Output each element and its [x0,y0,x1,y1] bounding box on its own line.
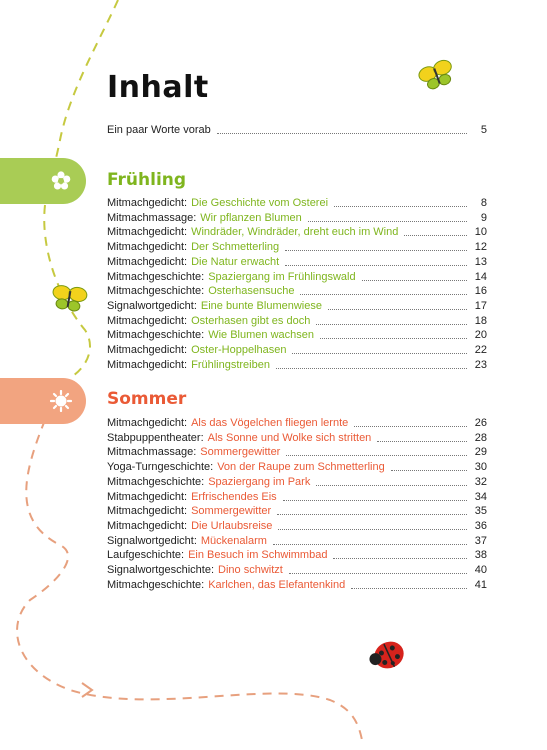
butterfly-icon [50,283,88,313]
toc-row[interactable] [107,548,487,562]
page-number: 14 [474,270,487,283]
toc-row[interactable] [107,504,487,518]
toc-entry-type: Mitmachgeschichte: [107,270,205,283]
page-number: 37 [474,534,487,547]
dotted-leader [278,529,467,530]
page-number: 10 [474,226,487,239]
dotted-leader [354,426,467,427]
toc-entry-title: Dino schwitzt [218,564,283,576]
toc-row[interactable] [107,358,487,372]
page-title: Inhalt [107,70,209,105]
toc-row[interactable] [107,240,487,254]
toc-entry-title: Karlchen, das Elefantenkind [208,578,346,591]
toc-row[interactable] [107,445,487,459]
toc-entry-title: Sommergewitter [191,505,272,518]
toc-entry-type: Signalwortgedicht: [107,299,197,312]
toc-entry-title: Windräder, Windräder, dreht euch im Wind [191,226,399,239]
page-number: 16 [474,285,487,298]
dotted-leader [333,558,467,559]
dotted-leader [276,368,467,369]
page-number: 34 [474,490,487,503]
page-number: 32 [474,475,487,488]
toc-entry-title: Frühlingstreiben [191,358,270,371]
page-number: 9 [480,211,487,224]
dotted-leader [362,280,467,281]
dotted-leader [289,573,467,574]
dotted-leader [217,133,467,134]
toc-entry-title: Die Geschichte vom Osterei [191,197,329,209]
toc-row[interactable] [107,460,487,474]
dotted-leader [283,500,467,501]
page-number: 22 [474,344,487,356]
page-number: 12 [474,241,487,254]
flower-icon [50,170,72,192]
dotted-leader [320,338,467,339]
toc-entry-type: Stabpuppentheater: [107,431,204,444]
dotted-leader [286,455,467,456]
page-number: 29 [474,446,487,459]
toc-row[interactable] [107,211,487,225]
dotted-leader [377,441,467,442]
toc-entry-title: Von der Raupe zum Schmetterling [217,461,385,474]
toc-entry-type: Mitmachgeschichte: [107,329,205,342]
toc-entry-title: Oster-Hoppelhasen [191,344,287,356]
dotted-leader [328,309,467,310]
toc-row[interactable] [107,578,487,592]
page-number: 38 [474,549,487,562]
toc-entry-type: Signalwortgedicht: [107,534,197,547]
page-number: 5 [480,124,487,136]
toc-entry-title: Osterhasen gibt es doch [191,314,311,327]
ladybug-icon [365,637,408,675]
toc-row[interactable] [107,343,487,357]
toc-entry-title: Wie Blumen wachsen [208,329,314,342]
dotted-leader [308,221,467,222]
page-number: 23 [474,358,487,371]
page-number: 41 [474,578,487,591]
toc-entry-title: Der Schmetterling [191,241,280,254]
toc-entry-type: Mitmachgeschichte: [107,578,205,591]
toc-entry-title: Als das Vögelchen fliegen lernte [191,417,349,429]
dotted-leader [316,485,467,486]
toc-entry-type: Signalwortgeschichte: [107,564,215,576]
butterfly-icon [417,58,457,92]
toc-row[interactable] [107,196,487,210]
toc-entry-title: Sommergewitter [200,446,281,459]
toc-row[interactable] [107,328,487,342]
toc-entry-type: Mitmachgedicht: [107,241,188,254]
toc-entry-type: Mitmachgedicht: [107,417,188,429]
dotted-leader [316,324,467,325]
toc-entry-type: Mitmachgedicht: [107,505,188,518]
toc-entry-title: Mückenalarm [200,534,267,547]
toc-row[interactable] [107,299,487,313]
toc-row[interactable] [107,534,487,548]
dotted-leader [285,265,467,266]
toc-entry-title: Als Sonne und Wolke sich stritten [207,431,372,444]
toc-entry-type: Mitmachgeschichte: [107,285,205,298]
page-number: 40 [474,564,487,576]
dotted-leader [404,235,467,236]
toc-row[interactable] [107,314,487,328]
toc-row[interactable] [107,431,487,445]
toc-entry-type: Mitmachgedicht: [107,255,188,268]
toc-entry-title: Die Urlaubsreise [191,519,273,532]
toc-entry-type: Mitmachgedicht: [107,358,188,371]
toc-entry-type: Yoga-Turngeschichte: [107,461,214,474]
page-number: 35 [474,505,487,518]
page-number: 20 [474,329,487,342]
toc-entry-title: Eine bunte Blumenwiese [200,299,322,312]
toc-entry-label: Ein paar Worte vorab [107,124,211,136]
dotted-leader [292,353,467,354]
dotted-leader [334,206,467,207]
toc-row[interactable] [107,270,487,284]
toc-row[interactable] [107,225,487,239]
dotted-leader [391,470,467,471]
toc-entry-type: Mitmachgedicht: [107,344,188,356]
toc-entry-title: Die Natur erwacht [191,255,280,268]
toc-entry-title: Ein Besuch im Schwimmbad [188,549,328,562]
toc-entry-title: Spaziergang im Park [208,475,311,488]
toc-row[interactable] [107,255,487,269]
toc-row[interactable] [107,519,487,533]
toc-entry-type: Mitmachgedicht: [107,314,188,327]
toc-entry-type: Mitmachmassage: [107,211,197,224]
page-number: 18 [474,314,487,327]
toc-entry-type: Mitmachgeschichte: [107,475,205,488]
dotted-leader [351,588,467,589]
toc-row[interactable] [107,563,487,577]
spring-tab [0,158,86,204]
toc-entry-title: Spaziergang im Frühlingswald [208,270,356,283]
toc-row[interactable] [107,490,487,504]
dotted-leader [273,544,467,545]
toc-entry-title: Erfrischendes Eis [191,490,277,503]
dotted-leader [300,294,467,295]
toc-entry-title: Osterhasensuche [208,285,295,298]
page-number: 28 [474,431,487,444]
page-number: 30 [474,461,487,474]
toc-entry-type: Mitmachgedicht: [107,519,188,532]
dotted-leader [277,514,467,515]
section-heading-spring: Frühling [107,170,187,190]
toc-entry-type: Mitmachgedicht: [107,226,188,239]
toc-entry-type: Mitmachgedicht: [107,197,188,209]
sun-icon [50,390,72,412]
toc-row[interactable] [107,416,487,430]
toc-row[interactable] [107,475,487,489]
page-number: 17 [474,299,487,312]
toc-entry-type: Laufgeschichte: [107,549,185,562]
toc-entry-type: Mitmachgedicht: [107,490,188,503]
toc-intro-row[interactable] [107,123,487,137]
page-number: 13 [474,255,487,268]
toc-row[interactable] [107,284,487,298]
dotted-leader [285,250,467,251]
toc-entry-title: Wir pflanzen Blumen [200,211,302,224]
page-number: 26 [474,417,487,429]
page-number: 36 [474,519,487,532]
summer-tab [0,378,86,424]
section-heading-summer: Sommer [107,389,187,409]
toc-entry-type: Mitmachmassage: [107,446,197,459]
page-number: 8 [480,197,487,209]
